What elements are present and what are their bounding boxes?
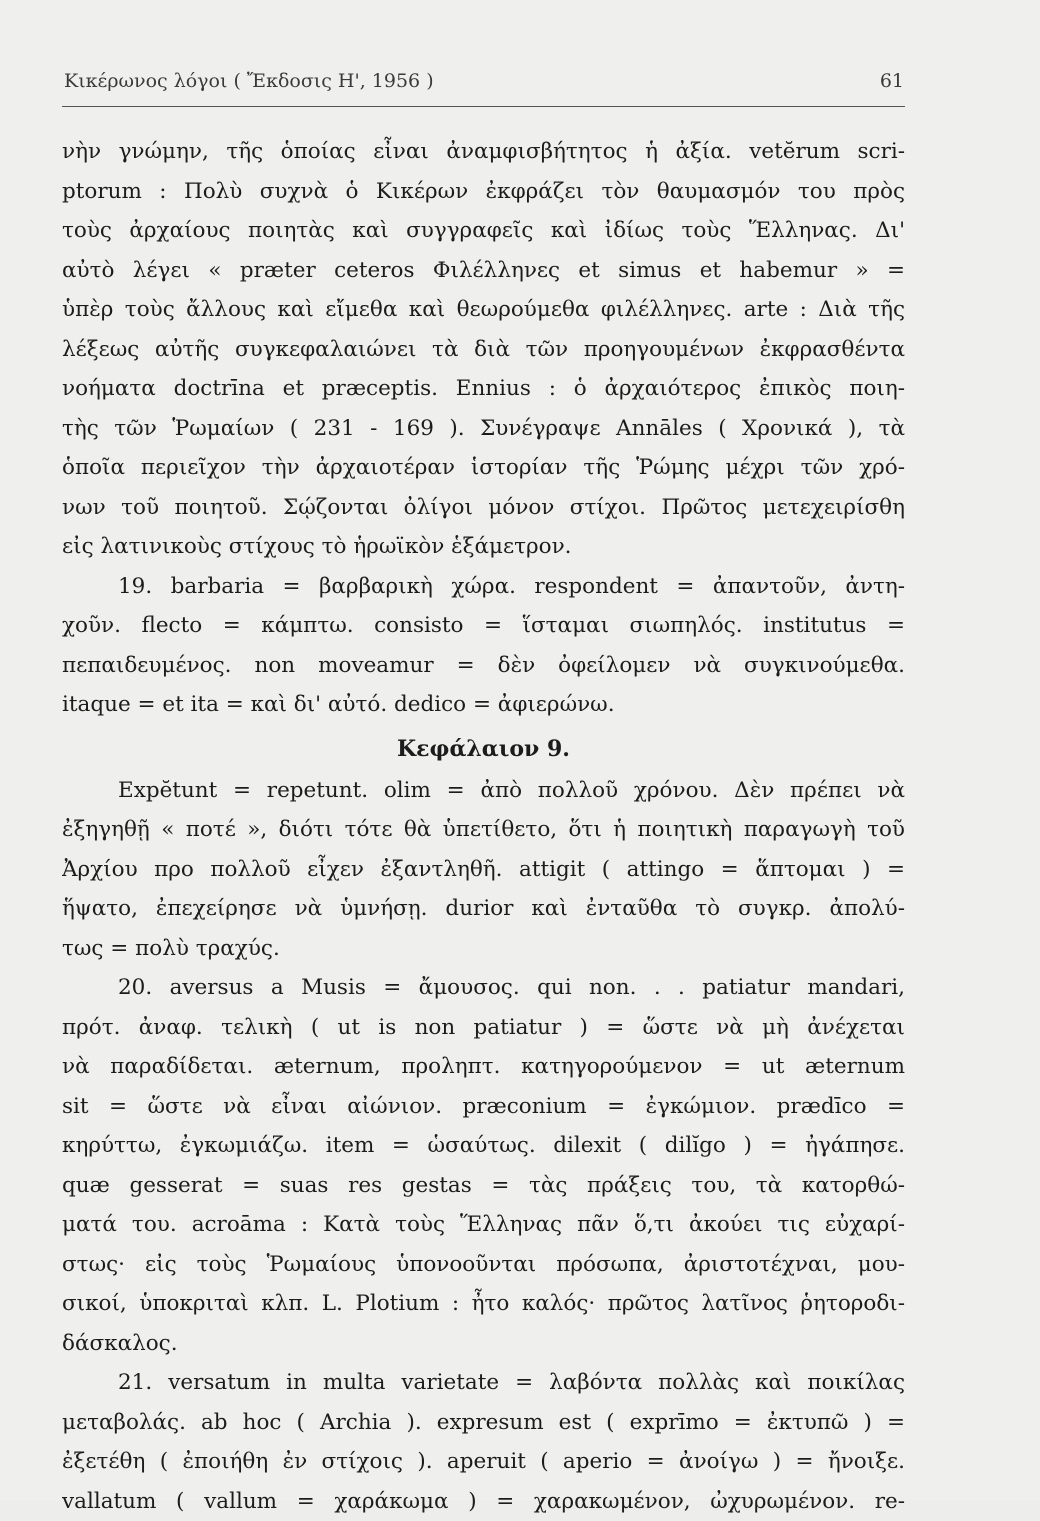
text-line: νὰ παραδίδεται. æternum, προληπτ. κατηγορούμενον = ut æternum (62, 1047, 905, 1087)
text-line: νοήματα doctrīna et præceptis. Ennius : ὁ ἀρχαιότερος ἐπικὸς ποιη- (62, 369, 905, 409)
text-line: σικοί, ὑποκριταὶ κλπ. L. Plotium : ἦτο καλός· πρῶτος λατῖνος ῥητοροδι- (62, 1284, 905, 1324)
text-line: στως· εἰς τοὺς Ῥωμαίους ὑπονοοῦνται πρόσωπα, ἀριστοτέχναι, μου- (62, 1245, 905, 1285)
text-line: quæ gesserat = suas res gestas = τὰς πράξεις του, τὰ κατορθώ- (62, 1166, 905, 1206)
text-line: sit = ὥστε νὰ εἶναι αἰώνιον. præconium = ἐγκώμιον. prædīco = (62, 1087, 905, 1127)
body-text (62, 132, 905, 1521)
text-line: ὑπὲρ τοὺς ἄλλους καὶ εἴμεθα καὶ θεωρούμεθα φιλέλληνες. arte : Διὰ τῆς (62, 290, 905, 330)
chapter-heading: Κεφάλαιον 9. (62, 728, 905, 770)
text-line: δάσκαλος. (62, 1324, 905, 1364)
text-line: πεπαιδευμένος. non moveamur = δὲν ὀφείλομεν νὰ συγκινούμεθα. (62, 646, 905, 686)
running-header (64, 70, 904, 104)
note-19-line: 19. barbaria = βαρβαρικὴ χώρα. respondent = ἀπαντοῦν, ἀντη- (62, 567, 905, 607)
text-line: ὁποῖα περιεῖχον τὴν ἀρχαιοτέραν ἱστορίαν τῆς Ῥώμης μέχρι τῶν χρό- (62, 448, 905, 488)
text-line: νὴν γνώμην, τῆς ὁποίας εἶναι ἀναμφισβήτητος ἡ ἀξία. vetĕrum scri- (62, 132, 905, 172)
text-line: κηρύττω, ἐγκωμιάζω. item = ὡσαύτως. dilexit ( dilĭgo ) = ἠγάπησε. (62, 1126, 905, 1166)
text-line: Ἀρχίου προ πολλοῦ εἶχεν ἐξαντληθῆ. attigit ( attingo = ἅπτομαι ) = (62, 850, 905, 890)
text-line: λέξεως αὐτῆς συγκεφαλαιώνει τὰ διὰ τῶν προηγουμένων ἐκφρασθέντα (62, 330, 905, 370)
chapter-9-first-line: Expĕtunt = repetunt. olim = ἀπὸ πολλοῦ χρόνου. Δὲν πρέπει νὰ (62, 771, 905, 811)
text-line: τως = πολὺ τραχύς. (62, 929, 905, 969)
running-title: Κικέρωνος λόγοι ( Ἔκδοσις Η', 1956 ) (64, 70, 434, 92)
text-line: αὐτὸ λέγει « præter ceteros Φιλέλληνες et simus et habemur » = (62, 251, 905, 291)
text-line: μεταβολάς. ab hoc ( Archia ). expresum est ( exprīmo = ἐκτυπῶ ) = (62, 1403, 905, 1443)
text-line: χοῦν. flecto = κάμπτω. consisto = ἵσταμαι σιωπηλός. institutus = (62, 606, 905, 646)
text-line: πρότ. ἀναφ. τελικὴ ( ut is non patiatur ) = ὥστε νὰ μὴ ἀνέχεται (62, 1008, 905, 1048)
note-20-line: 20. aversus a Musis = ἄμουσος. qui non. . . patiatur mandari, (62, 968, 905, 1008)
header-rule (62, 106, 905, 107)
text-line: ἥψατο, ἐπεχείρησε νὰ ὑμνήσῃ. durior καὶ ἐνταῦθα τὸ συγκρ. ἀπολύ- (62, 889, 905, 929)
text-line: τοὺς ἀρχαίους ποιητὰς καὶ συγγραφεῖς καὶ ἰδίως τοὺς Ἕλληνας. Δι' (62, 211, 905, 251)
page-number: 61 (880, 70, 904, 92)
text-line: ἐξηγηθῇ « ποτέ », διότι τότε θὰ ὑπετίθετο, ὅτι ἡ ποιητικὴ παραγωγὴ τοῦ (62, 810, 905, 850)
text-line: ἐξετέθη ( ἐποιήθη ἐν στίχοις ). aperuit ( aperio = ἀνοίγω ) = ἤνοιξε. (62, 1442, 905, 1482)
text-line: ματά του. acroāma : Κατὰ τοὺς Ἕλληνας πᾶν ὅ,τι ἀκούει τις εὐχαρί- (62, 1205, 905, 1245)
note-21-line: 21. versatum in multa varietate = λαβόντα πολλὰς καὶ ποικίλας (62, 1363, 905, 1403)
text-line: νων τοῦ ποιητοῦ. Σῴζονται ὀλίγοι μόνον στίχοι. Πρῶτος μετεχειρίσθη (62, 488, 905, 528)
text-line: vallatum ( vallum = χαράκωμα ) = χαρακωμένον, ὠχυρωμένον. re- (62, 1482, 905, 1521)
text-line: τὴς τῶν Ῥωμαίων ( 231 - 169 ). Συνέγραψε Annāles ( Χρονικά ), τὰ (62, 409, 905, 449)
text-line: ptorum : Πολὺ συχνὰ ὁ Κικέρων ἐκφράζει τὸν θαυμασμόν του πρὸς (62, 172, 905, 212)
text-line: εἰς λατινικοὺς στίχους τὸ ἡρωϊκὸν ἑξάμετρον. (62, 527, 905, 567)
text-line: itaque = et ita = καὶ δι' αὐτό. dedico = ἀφιερώνω. (62, 685, 905, 725)
